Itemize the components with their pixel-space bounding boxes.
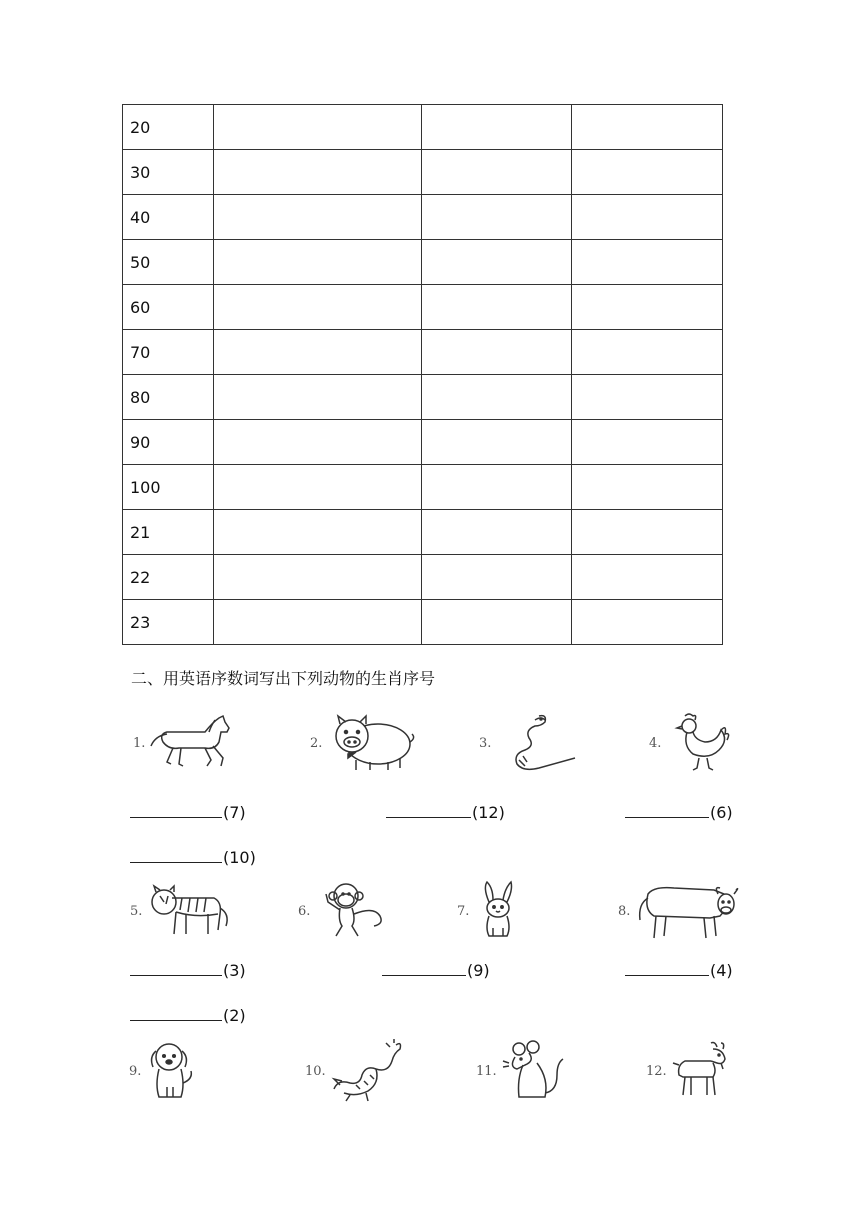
- animal-item-10: 10.: [305, 1039, 406, 1103]
- answer-cell[interactable]: [214, 285, 422, 330]
- number-cell: 90: [123, 420, 214, 465]
- answer-cell[interactable]: [572, 240, 723, 285]
- answer-cell[interactable]: [214, 510, 422, 555]
- rat-icon: [501, 1039, 571, 1103]
- answer-cell[interactable]: [422, 105, 572, 150]
- answer-cell[interactable]: [214, 195, 422, 240]
- animal-item-2: 2.: [310, 712, 416, 774]
- answer-cell[interactable]: [572, 600, 723, 645]
- animal-item-6: 6.: [298, 880, 394, 942]
- answer-cell[interactable]: [572, 285, 723, 330]
- table-row: [123, 330, 723, 375]
- answer-cell[interactable]: [572, 105, 723, 150]
- answer-cell[interactable]: [214, 240, 422, 285]
- number-cell: 20: [123, 105, 214, 150]
- animal-item-1: 1.: [133, 712, 235, 774]
- number-cell: 60: [123, 285, 214, 330]
- answer-cell[interactable]: [214, 150, 422, 195]
- answer-cell[interactable]: [422, 465, 572, 510]
- answer-line[interactable]: [625, 803, 709, 818]
- number-cell: 80: [123, 375, 214, 420]
- animal-item-9: 9.: [129, 1039, 201, 1103]
- answer-cell[interactable]: [422, 240, 572, 285]
- number-cell: 100: [123, 465, 214, 510]
- answer-blank-1[interactable]: (7): [130, 803, 246, 822]
- answer-cell[interactable]: [422, 555, 572, 600]
- table-row: [123, 285, 723, 330]
- answer-blank-4[interactable]: (10): [130, 848, 256, 867]
- table-row: [123, 600, 723, 645]
- table-row: [123, 375, 723, 420]
- answer-line[interactable]: [130, 1006, 222, 1021]
- horse-icon: [149, 712, 235, 774]
- animal-item-12: 12.: [646, 1039, 741, 1103]
- tiger-icon: [146, 880, 232, 942]
- answer-cell[interactable]: [572, 555, 723, 600]
- answer-cell[interactable]: [214, 105, 422, 150]
- answer-line[interactable]: [130, 803, 222, 818]
- dragon-icon: [330, 1039, 406, 1103]
- table-row: [123, 465, 723, 510]
- animal-item-3: 3.: [479, 712, 579, 774]
- table-row: [123, 195, 723, 240]
- answer-cell[interactable]: [422, 420, 572, 465]
- answer-line[interactable]: [386, 803, 471, 818]
- rabbit-icon: [473, 880, 523, 942]
- answer-cell[interactable]: [572, 465, 723, 510]
- rooster-icon: [665, 712, 735, 774]
- animal-item-5: 5.: [130, 880, 232, 942]
- answer-blank-6[interactable]: (9): [382, 961, 490, 980]
- animal-item-8: 8.: [618, 880, 744, 942]
- number-cell: 22: [123, 555, 214, 600]
- table-row: [123, 150, 723, 195]
- answer-cell[interactable]: [422, 150, 572, 195]
- answer-cell[interactable]: [572, 195, 723, 240]
- dog-icon: [145, 1039, 201, 1103]
- answer-cell[interactable]: [422, 375, 572, 420]
- answer-cell[interactable]: [572, 330, 723, 375]
- answer-cell[interactable]: [572, 375, 723, 420]
- number-table: [122, 104, 723, 645]
- animal-item-7: 7.: [457, 880, 523, 942]
- goat-icon: [671, 1039, 741, 1103]
- answer-cell[interactable]: [214, 600, 422, 645]
- answer-cell[interactable]: [214, 330, 422, 375]
- answer-cell[interactable]: [214, 375, 422, 420]
- answer-cell[interactable]: [572, 150, 723, 195]
- monkey-icon: [314, 880, 394, 942]
- snake-icon: [495, 712, 579, 774]
- answer-cell[interactable]: [214, 555, 422, 600]
- number-cell: 30: [123, 150, 214, 195]
- answer-blank-5[interactable]: (3): [130, 961, 246, 980]
- table-row: [123, 240, 723, 285]
- answer-cell[interactable]: [572, 420, 723, 465]
- answer-blank-7[interactable]: (4): [625, 961, 733, 980]
- answer-cell[interactable]: [422, 600, 572, 645]
- answer-cell[interactable]: [422, 285, 572, 330]
- answer-line[interactable]: [625, 961, 709, 976]
- table-row: [123, 105, 723, 150]
- answer-line[interactable]: [130, 848, 222, 863]
- number-cell: 23: [123, 600, 214, 645]
- ox-icon: [634, 880, 744, 942]
- answer-line[interactable]: [382, 961, 466, 976]
- animal-item-4: 4.: [649, 712, 735, 774]
- answer-cell[interactable]: [214, 420, 422, 465]
- answer-blank-2[interactable]: (12): [386, 803, 505, 822]
- table-row: [123, 555, 723, 600]
- answer-cell[interactable]: [422, 510, 572, 555]
- number-cell: 21: [123, 510, 214, 555]
- answer-blank-3[interactable]: (6): [625, 803, 733, 822]
- number-cell: 40: [123, 195, 214, 240]
- animal-item-11: 11.: [476, 1039, 571, 1103]
- answer-cell[interactable]: [422, 195, 572, 240]
- number-cell: 70: [123, 330, 214, 375]
- number-cell: 50: [123, 240, 214, 285]
- answer-cell[interactable]: [572, 510, 723, 555]
- section-heading: 二、用英语序数词写出下列动物的生肖序号: [131, 669, 436, 688]
- answer-line[interactable]: [130, 961, 222, 976]
- table-row: [123, 420, 723, 465]
- answer-cell[interactable]: [422, 330, 572, 375]
- table-row: [123, 510, 723, 555]
- answer-cell[interactable]: [214, 465, 422, 510]
- pig-icon: [326, 712, 416, 774]
- answer-blank-8[interactable]: (2): [130, 1006, 246, 1025]
